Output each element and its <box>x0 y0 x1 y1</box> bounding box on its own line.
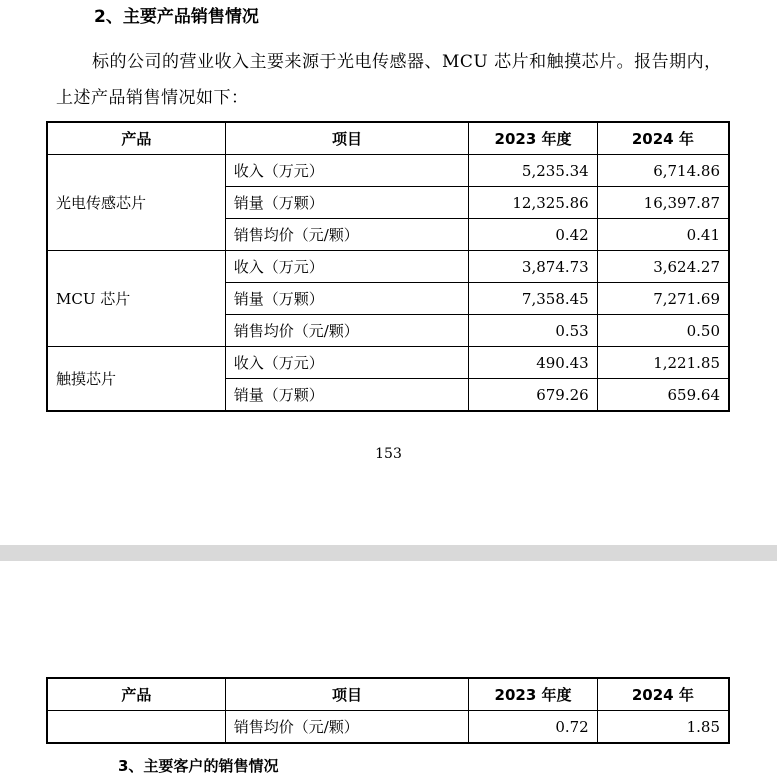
value-2024: 1,221.85 <box>597 347 729 379</box>
item-cell: 销售均价（元/颗） <box>225 315 469 347</box>
value-2023: 0.53 <box>469 315 597 347</box>
value-2024: 3,624.27 <box>597 251 729 283</box>
value-2023: 12,325.86 <box>469 187 597 219</box>
value-2024: 0.50 <box>597 315 729 347</box>
table-row <box>47 155 729 187</box>
item-cell: 销量（万颗） <box>225 379 469 412</box>
header-2023: 2023 年度 <box>469 678 597 711</box>
item-cell: 收入（万元） <box>225 347 469 379</box>
value-2023: 3,874.73 <box>469 251 597 283</box>
item-cell: 销量（万颗） <box>225 187 469 219</box>
value-2024: 7,271.69 <box>597 283 729 315</box>
table-header-row <box>47 678 729 711</box>
header-product: 产品 <box>47 678 225 711</box>
header-2023: 2023 年度 <box>469 122 597 155</box>
next-section-heading: 3、主要客户的销售情况 <box>118 757 279 775</box>
value-2024: 659.64 <box>597 379 729 412</box>
value-2024: 16,397.87 <box>597 187 729 219</box>
header-2024: 2024 年 <box>597 122 729 155</box>
header-2024: 2024 年 <box>597 678 729 711</box>
value-2023: 7,358.45 <box>469 283 597 315</box>
value-2023: 5,235.34 <box>469 155 597 187</box>
value-2023: 0.72 <box>469 711 597 744</box>
intro-paragraph: 标的公司的营业收入主要来源于光电传感器、MCU 芯片和触摸芯片。报告期内，上述产品销售情况如下： <box>56 52 722 108</box>
header-product: 产品 <box>47 122 225 155</box>
table-header-row <box>47 122 729 155</box>
document-page-154 <box>0 561 777 775</box>
table-row <box>47 347 729 379</box>
item-cell: 销售均价（元/颗） <box>225 711 469 744</box>
section-heading: 2、主要产品销售情况 <box>94 7 259 27</box>
value-2023: 0.42 <box>469 219 597 251</box>
value-2024: 1.85 <box>597 711 729 744</box>
page-number: 153 <box>375 446 402 462</box>
product-cell: 触摸芯片 <box>47 347 225 412</box>
item-cell: 收入（万元） <box>225 155 469 187</box>
item-cell: 销量（万颗） <box>225 283 469 315</box>
value-2023: 490.43 <box>469 347 597 379</box>
header-item: 项目 <box>225 122 469 155</box>
item-cell: 销售均价（元/颗） <box>225 219 469 251</box>
value-2023: 679.26 <box>469 379 597 412</box>
table-row <box>47 711 729 744</box>
header-item: 项目 <box>225 678 469 711</box>
product-cell <box>47 711 225 744</box>
item-cell: 收入（万元） <box>225 251 469 283</box>
product-sales-table <box>46 121 730 412</box>
product-cell: MCU 芯片 <box>47 251 225 347</box>
value-2024: 0.41 <box>597 219 729 251</box>
value-2024: 6,714.86 <box>597 155 729 187</box>
product-sales-table-continued <box>46 677 730 744</box>
product-cell: 光电传感芯片 <box>47 155 225 251</box>
table-row <box>47 251 729 283</box>
page-separator <box>0 545 777 561</box>
